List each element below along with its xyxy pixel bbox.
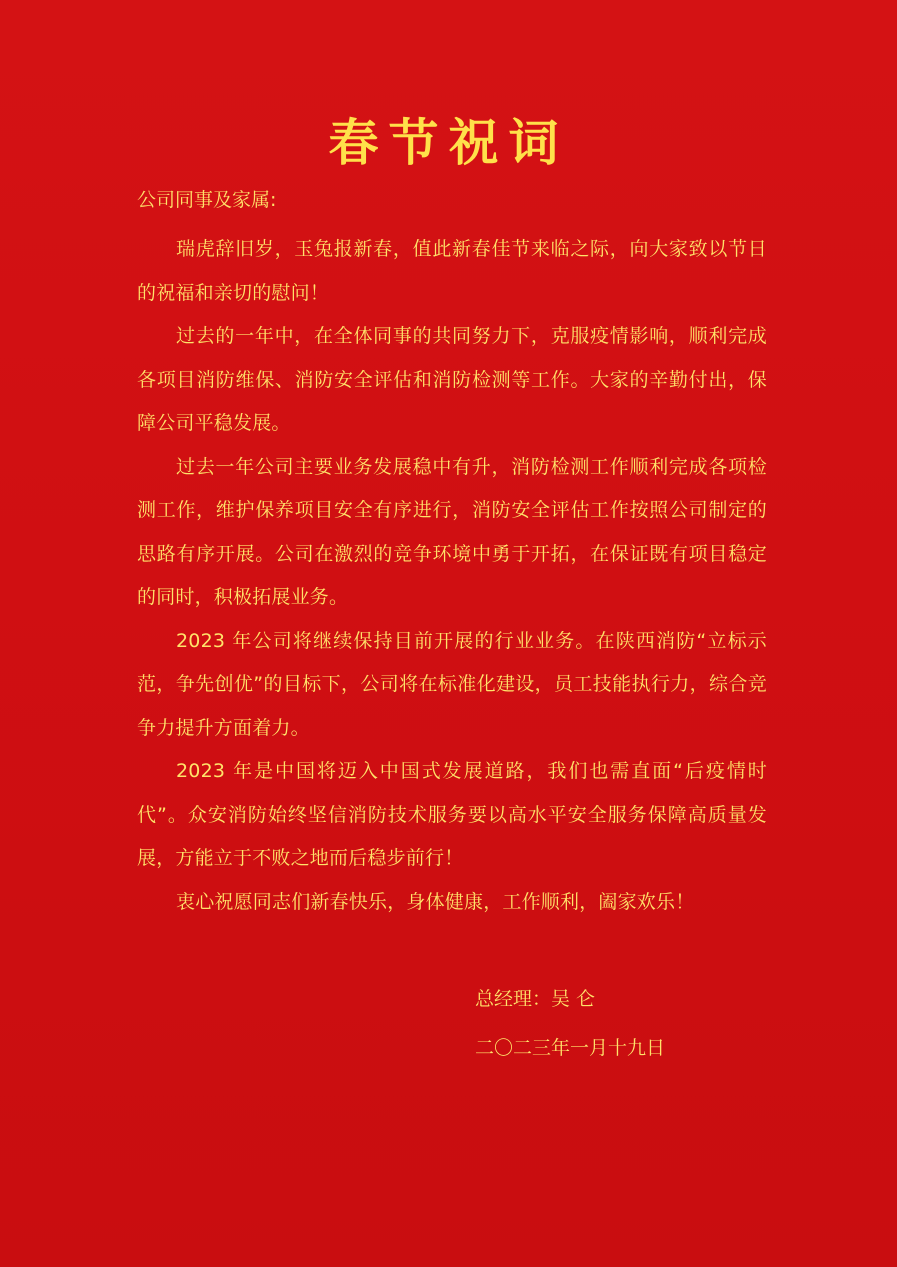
letter-date: 二〇二三年一月十九日: [475, 1037, 666, 1059]
salutation: 公司同事及家属:: [137, 189, 277, 211]
paragraph-past-year: 过去的一年中，在全体同事的共同努力下，克服疫情影响，顺利完成各项目消防维保、消防安全评估和消防检测等工作。大家的辛勤付出，保障公司平稳发展。: [137, 325, 767, 434]
letter-body: [137, 228, 767, 924]
signature: 总经理：吴 仑: [475, 988, 596, 1010]
paragraph-greeting: 瑞虎辞旧岁，玉兔报新春，值此新春佳节来临之际，向大家致以节日的祝福和亲切的慰问！: [137, 238, 767, 304]
paragraph-business: 过去一年公司主要业务发展稳中有升，消防检测工作顺利完成各项检测工作，维护保养项目安全有序进行，消防安全评估工作按照公司制定的思路有序开展。公司在激烈的竞争环境中勇于开拓，在保证既有项目稳定的同时，积极拓展业务。: [137, 455, 767, 608]
paragraph-2023-plan: 2023 年公司将继续保持目前开展的行业业务。在陕西消防“立标示范，争先创优”的目标下，公司将在标准化建设，员工技能执行力，综合竞争力提升方面着力。: [137, 629, 767, 739]
paragraph-wishes: 衷心祝愿同志们新春快乐，身体健康，工作顺利，阖家欢乐！: [176, 890, 695, 913]
paragraph-development: 2023 年是中国将迈入中国式发展道路，我们也需直面“后疫情时代”。众安消防始终坚信消防技术服务要以高水平安全服务保障高质量发展，方能立于不败之地而后稳步前行！: [137, 760, 767, 869]
letter-title: 春节祝词: [328, 114, 569, 172]
